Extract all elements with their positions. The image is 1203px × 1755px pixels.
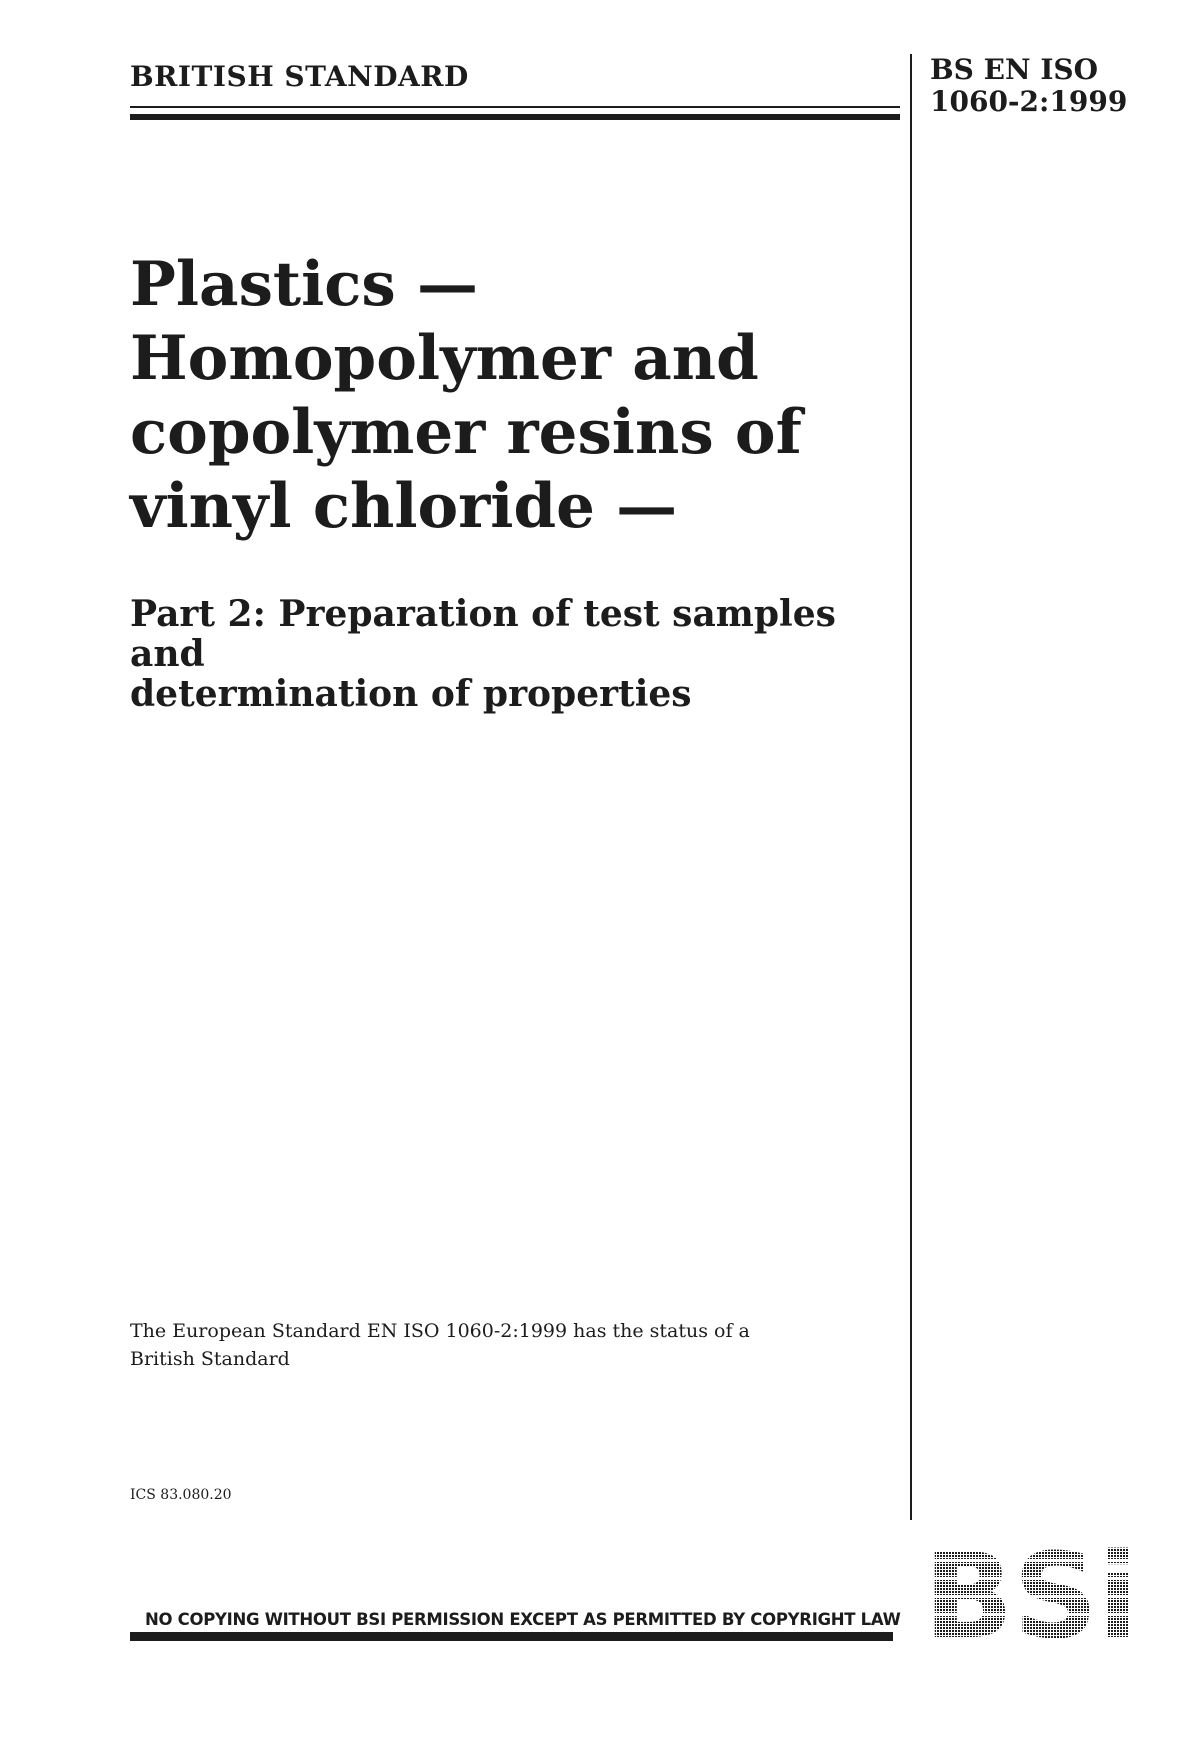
status-note-line: The European Standard EN ISO 1060-2:1999 has the status of a [130,1320,750,1342]
standard-number [930,54,1127,118]
title-line: Homopolymer and [130,323,759,394]
document-title [130,248,890,544]
header-rule-thick [130,114,900,120]
title-line: vinyl chloride — [130,471,678,542]
standard-number-line2: 1060-2:1999 [930,85,1128,118]
copyright-rule [130,1632,893,1641]
bsi-logo-icon [922,1543,1142,1643]
title-line: copolymer resins of [130,397,802,468]
copyright-notice: NO COPYING WITHOUT BSI PERMISSION EXCEPT AS PERMITTED BY COPYRIGHT LAW [145,1610,901,1629]
subtitle-line: determination of properties [130,673,692,715]
header-label: BRITISH STANDARD [130,60,469,93]
subtitle-line: Part 2: Preparation of test samples and [130,593,836,675]
document-subtitle [130,594,910,714]
title-line: Plastics — [130,249,478,320]
status-note [130,1317,770,1373]
status-note-line: British Standard [130,1348,290,1370]
standard-number-line1: BS EN ISO [930,53,1099,86]
ics-code: ICS 83.080.20 [130,1487,232,1503]
header-rule [130,106,900,108]
vertical-divider [910,54,912,1520]
